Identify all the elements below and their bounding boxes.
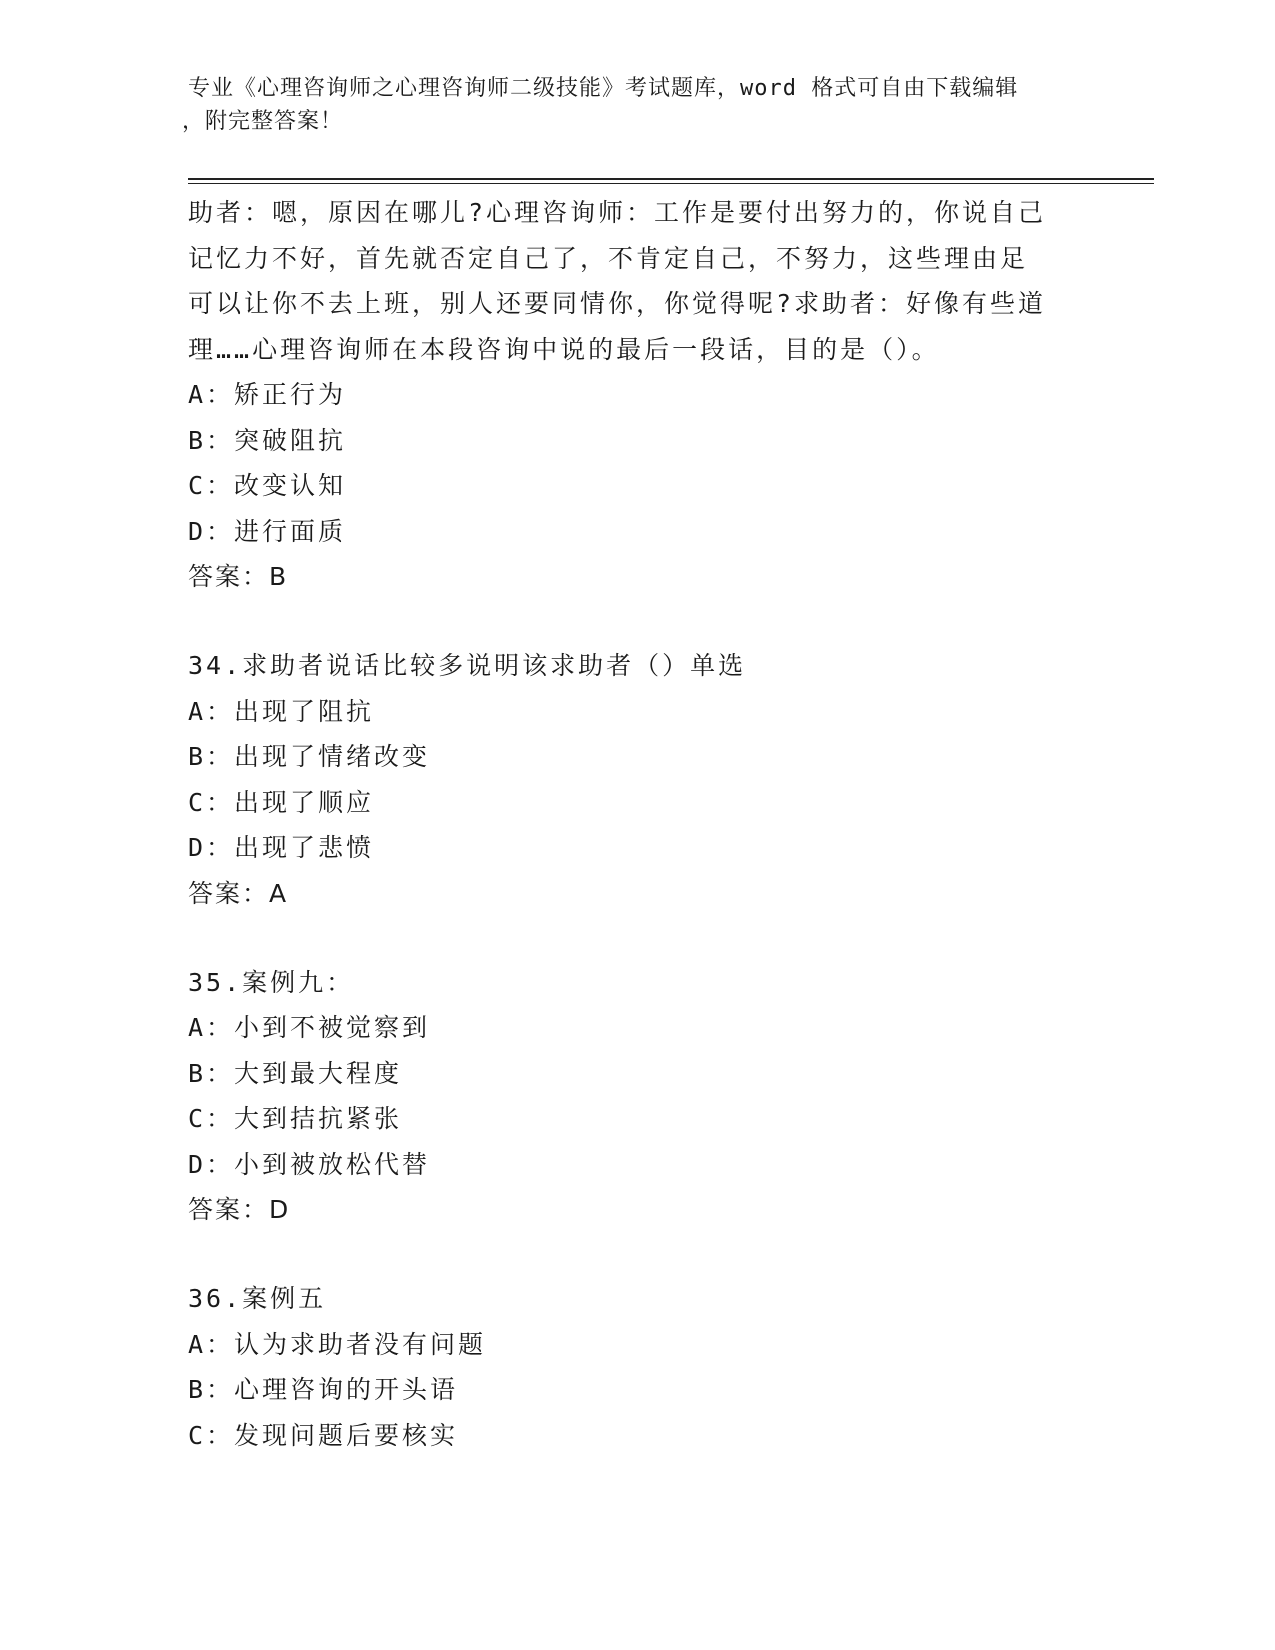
header-line-1: 专业《心理咨询师之心理咨询师二级技能》考试题库，word 格式可自由下载编辑 [188,76,1019,101]
option-d: D：小到被放松代替 [188,1149,431,1179]
option-b: B：大到最大程度 [188,1058,403,1088]
option-a: A：出现了阻抗 [188,696,375,726]
question-stem: 34.求助者说话比较多说明该求助者（）单选 [188,651,747,680]
option-c: C：出现了顺应 [188,787,375,817]
option-a: A：小到不被觉察到 [188,1013,431,1042]
answer-line: 答案：D [188,1195,291,1224]
option-c: C：发现问题后要核实 [188,1420,459,1450]
spacer [188,1233,1088,1277]
header-line-2: ，附完整答案！ [182,109,344,134]
spacer [188,600,1088,644]
option-b: B：心理咨询的开头语 [188,1375,459,1404]
option-a: A：认为求助者没有问题 [188,1329,487,1359]
question-stem-line: 助者：嗯，原因在哪儿?心理咨询师：工作是要付出努力的，你说自己 [188,198,1047,227]
answer-line: 答案：A [188,878,289,908]
option-d: D：进行面质 [188,516,347,546]
document-body [188,190,1088,1458]
option-c: C：大到拮抗紧张 [188,1104,403,1133]
question-stem: 36.案例五 [188,1284,327,1313]
option-b: B：突破阻抗 [188,425,347,455]
spacer [188,916,1088,960]
question-35 [188,960,1088,1233]
option-a: A：矫正行为 [188,380,347,409]
document-header [182,72,1088,138]
question-stem-line: 记忆力不好，首先就否定自己了，不肯定自己，不努力，这些理由足 [188,243,1029,273]
question-34 [188,643,1088,916]
question-stem-line: 理……心理咨询师在本段咨询中说的最后一段话，目的是（）。 [188,334,940,364]
question-36 [188,1276,1088,1458]
option-b: B：出现了情绪改变 [188,742,431,771]
question-stem-line: 可以让你不去上班，别人还要同情你，你觉得呢?求助者：好像有些道 [188,289,1047,318]
option-c: C：改变认知 [188,471,347,500]
header-rule-thin [188,183,1154,184]
option-d: D：出现了悲愤 [188,833,375,862]
question-33 [188,190,1088,600]
answer-line: 答案：B [188,562,289,591]
question-stem: 35.案例九： [188,967,355,997]
header-rule-thick [188,178,1154,180]
